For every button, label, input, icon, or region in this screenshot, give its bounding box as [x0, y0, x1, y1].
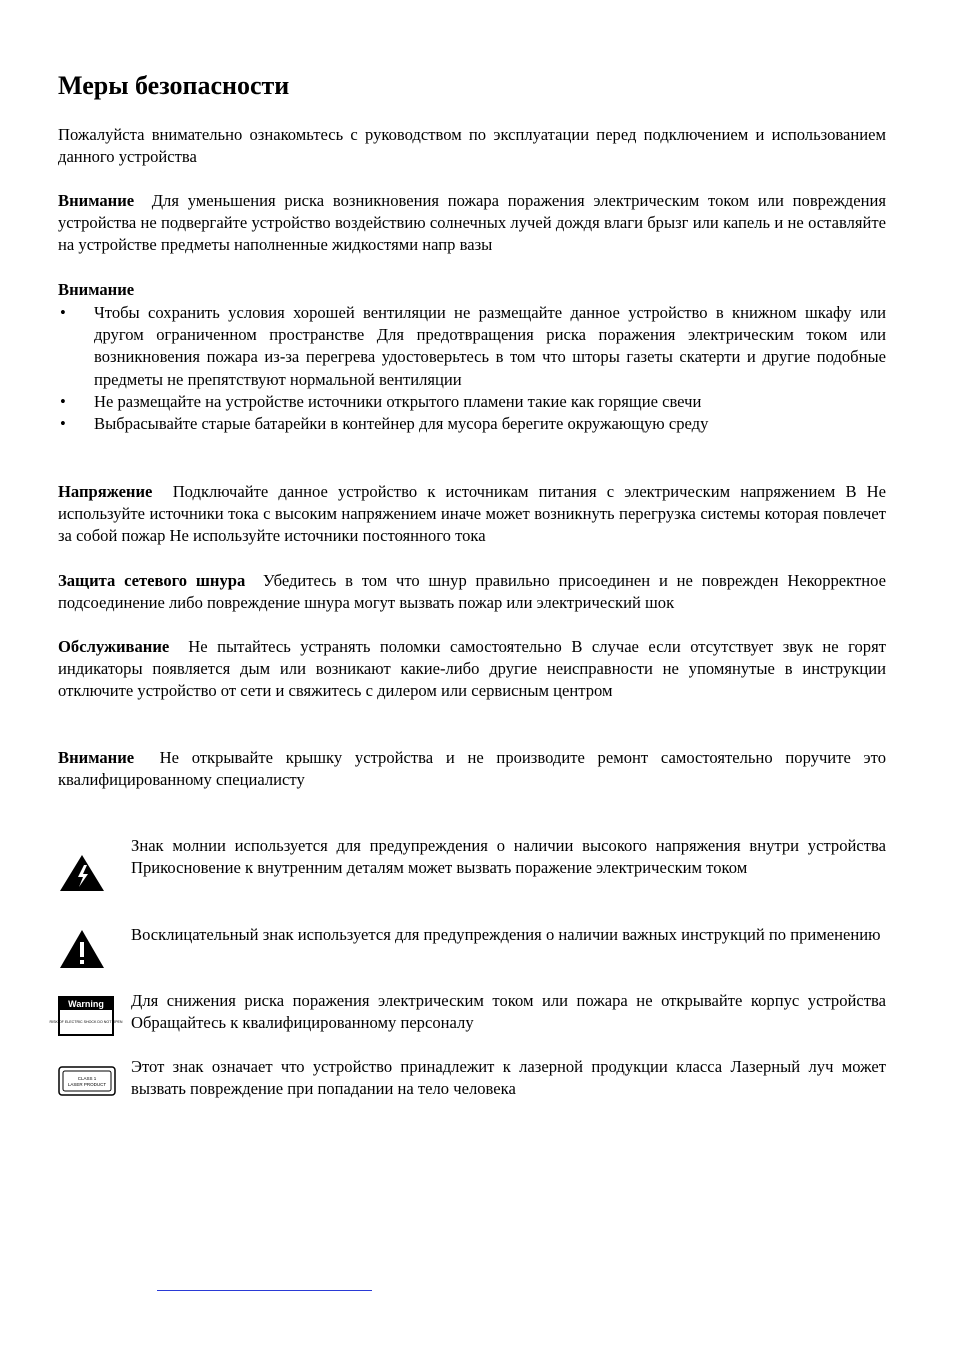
page-title: Меры безопасности — [58, 71, 290, 100]
service-label: Обслуживание — [58, 637, 170, 656]
bullet-icon: • — [60, 391, 66, 411]
voltage-text: Подключайте данное устройство к источникам питания с электрическим напряжением В Не используйте источники тока с высоким напряжением иначе может возникнуть перегрузка системы которая повлечет за собой пожар Не используйте источники постоянного тока — [58, 482, 886, 546]
laser-class-icon — [58, 1066, 116, 1096]
intro-paragraph: Пожалуйста внимательно ознакомьтесь с руководством по эксплуатации перед подключением и использованием данного устройства — [58, 125, 886, 167]
sign-text: Знак молнии используется для предупреждения о наличии высокого напряжения внутри устройства Прикосновение к внутренним деталям может вызвать поражение электрическим током — [131, 836, 886, 878]
footer-link-underline[interactable] — [157, 1290, 372, 1291]
warning-fire-paragraph — [58, 190, 886, 257]
voltage-label: Напряжение — [58, 482, 153, 501]
laser-label-line1: CLASS 1 — [77, 1076, 97, 1081]
lightning-warning-icon — [58, 853, 106, 893]
cord-text: Убедитесь в том что шнур правильно присоединен и не поврежден Некорректное подсоединение либо повреждение шнура могут вызвать пожар или электрический шок — [58, 571, 886, 613]
cord-label: Защита сетевого шнура — [58, 571, 246, 590]
voltage-paragraph — [58, 481, 886, 548]
sign-text: Для снижения риска поражения электрическим током или пожара не открывайте корпус устройства Обращайтесь к квалифицированному персоналу — [131, 991, 886, 1033]
warning-label-subtext: RISK OF ELECTRIC SHOCK DO NOT OPEN — [49, 1020, 123, 1024]
warning-label: Внимание — [58, 191, 135, 210]
laser-label-line2: LASER PRODUCT — [67, 1082, 107, 1087]
bullet-icon: • — [60, 414, 66, 434]
sign-text: Восклицательный знак используется для предупреждения о наличии важных инструкций по применению — [131, 925, 881, 944]
list-item: • Чтобы сохранить условия хорошей вентиляции не размещайте данное устройство в книжном шкафу или другом ограниченном пространстве Для предотвращения риска поражения электрическим током или возникновения пожара из-за перегрева удостоверьтесь в том что шторы газеты скатерти и другие подобные предметы не препятствуют нормальной вентиляции — [60, 303, 886, 389]
warning-text: Не открывайте крышку устройства и не производите ремонт самостоятельно поручите это квалифицированному специалисту — [58, 748, 886, 790]
warning-ventilation-heading: Внимание — [58, 280, 135, 299]
list-item: • Выбрасывайте старые батарейки в контейнер для мусора берегите окружающую среду — [58, 413, 886, 435]
warning-bullet-list — [58, 302, 886, 435]
exclamation-warning-icon — [58, 928, 106, 970]
list-item: • Не размещайте на устройстве источники открытого пламени такие как горящие свечи — [58, 391, 886, 413]
bullet-icon: • — [60, 303, 66, 322]
warning-label-title: Warning — [68, 999, 104, 1009]
warning-label-icon — [49, 996, 123, 1036]
warning-repair-paragraph — [58, 747, 886, 791]
service-text: Не пытайтесь устранять поломки самостоятельно В случае если отсутствует звук не горят индикаторы появляется дым или возникают какие-либо другие неисправности не упомянутые в инструкции отключите устройство от сети и свяжитесь с дилером или сервисным центром — [58, 637, 886, 701]
sign-text: Этот знак означает что устройство принадлежит к лазерной продукции класса Лазерный луч может вызвать повреждение при попадании на тело человека — [131, 1057, 886, 1099]
cord-paragraph — [58, 570, 886, 614]
warning-text: Для уменьшения риска возникновения пожара поражения электрическим током или повреждения устройства не подвергайте устройство воздействию солнечных лучей дождя влаги брызг или капель и не оставляйте на устройстве предметы наполненные жидкостями напр вазы — [58, 191, 886, 255]
warning-label: Внимание — [58, 748, 135, 767]
service-paragraph — [58, 636, 886, 703]
